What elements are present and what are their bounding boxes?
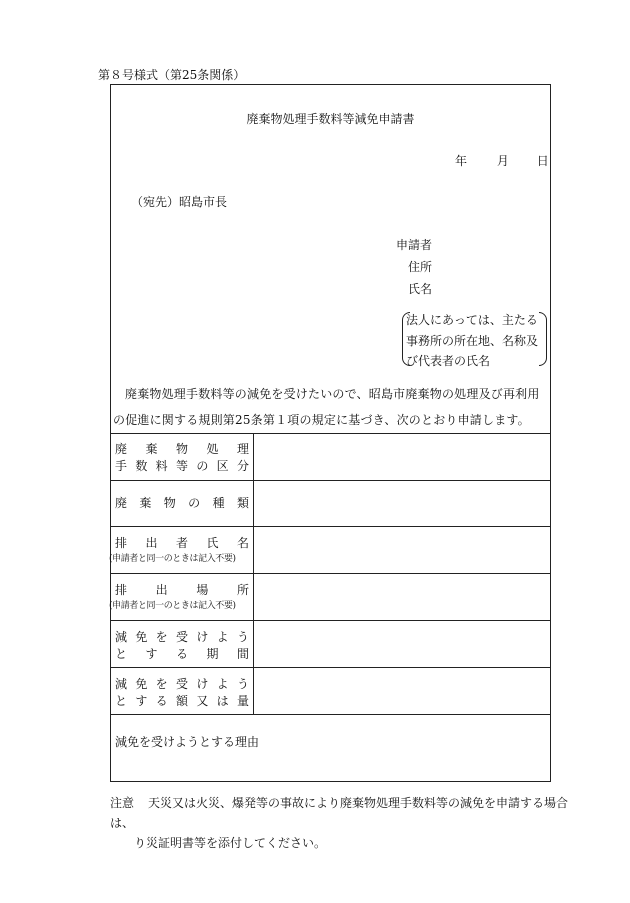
label-char: る <box>155 694 168 708</box>
label-char: 種 <box>212 496 225 510</box>
label-char: は <box>216 694 229 708</box>
corporate-note <box>406 310 540 372</box>
label-char: す <box>135 694 148 708</box>
corporate-note-line: 事務所の所在地、名称及 <box>406 333 539 348</box>
table-row-label <box>115 676 249 710</box>
label-char: う <box>236 677 249 691</box>
row-label-line <box>115 629 249 646</box>
table-row-label <box>109 582 249 614</box>
label-char: 棄 <box>139 496 152 510</box>
row-label-line <box>115 441 249 458</box>
label-char: 間 <box>236 647 249 661</box>
label-char: 出 <box>145 536 158 550</box>
row-label-line <box>115 693 249 710</box>
row-divider <box>110 620 551 621</box>
label-char: 手 <box>115 459 128 473</box>
footnote-lead: 注意 <box>110 796 135 810</box>
label-char: う <box>236 630 249 644</box>
row-label-line <box>115 495 249 512</box>
row-label-line <box>115 676 249 693</box>
note-bracket-right <box>539 312 547 366</box>
label-char: 物 <box>175 442 188 456</box>
label-char: 免 <box>135 677 148 691</box>
row-divider <box>110 573 551 574</box>
table-row-label <box>115 441 249 475</box>
table-row-label <box>115 495 249 512</box>
label-char: 理 <box>236 442 249 456</box>
label-char: 処 <box>206 442 219 456</box>
label-char: 料 <box>155 459 168 473</box>
label-char: け <box>196 677 209 691</box>
row-divider <box>110 714 551 715</box>
label-char: 者 <box>175 536 188 550</box>
label-char: 氏 <box>206 536 219 550</box>
label-char: 所 <box>236 583 249 597</box>
label-char: を <box>155 677 168 691</box>
addressee: （宛先）昭島市長 <box>131 195 228 209</box>
label-char: 場 <box>196 583 209 597</box>
label-char: 減 <box>115 630 128 644</box>
label-char: 額 <box>175 694 188 708</box>
table-row-label <box>109 535 249 567</box>
label-char: 排 <box>115 583 128 597</box>
row-divider <box>110 526 551 527</box>
row-label-line <box>115 458 249 475</box>
row-divider <box>110 480 551 481</box>
document-title: 廃棄物処理手数料等減免申請書 <box>246 112 415 126</box>
corporate-note-line: び代表者の氏名 <box>406 354 491 368</box>
applicant-heading: 申請者 <box>396 238 433 252</box>
label-char: 受 <box>175 677 188 691</box>
label-char: 免 <box>135 630 148 644</box>
label-char: 期 <box>206 647 219 661</box>
label-char: 排 <box>115 536 128 550</box>
label-char: 名 <box>236 536 249 550</box>
label-char: 出 <box>155 583 168 597</box>
footnote <box>110 793 590 853</box>
label-char: の <box>196 459 209 473</box>
form-number-label: 第８号様式（第25条関係） <box>98 68 246 82</box>
label-char: 減 <box>115 677 128 691</box>
label-char: 分 <box>236 459 249 473</box>
date-line <box>455 152 549 169</box>
label-char: と <box>115 647 128 661</box>
table-row-label <box>115 629 249 663</box>
label-char: を <box>155 630 168 644</box>
label-char: け <box>196 630 209 644</box>
applicant-name-label: 氏名 <box>408 282 433 296</box>
label-char: 数 <box>135 459 148 473</box>
label-char: す <box>145 647 158 661</box>
reason-label: 減免を受けようとする理由 <box>115 735 260 749</box>
table-column-divider <box>253 433 254 714</box>
row-label-line <box>115 582 249 599</box>
footnote-line-2: り災証明書等を添付してください。 <box>134 836 327 850</box>
label-char: 廃 <box>115 442 128 456</box>
label-char: る <box>175 647 188 661</box>
application-statement: 廃棄物処理手数料等の減免を受けたいので、昭島市廃棄物の処理及び再利用の促進に関する規則第25条第１項の規定に基づき、次のとおり申請します。 <box>113 387 540 427</box>
footnote-line-1: 天災又は火災、爆発等の事故により廃棄物処理手数料等の減免を申請する場合は、 <box>110 796 569 830</box>
label-char: 廃 <box>115 496 128 510</box>
row-label-line <box>115 646 249 663</box>
row-divider <box>110 667 551 668</box>
label-char: 区 <box>216 459 229 473</box>
label-char: 物 <box>163 496 176 510</box>
label-char: 類 <box>236 496 249 510</box>
date-month-label: 月 <box>496 154 509 168</box>
label-char: 又 <box>196 694 209 708</box>
row-label-line <box>115 535 249 552</box>
label-char: の <box>188 496 201 510</box>
applicant-address-label: 住所 <box>408 260 433 274</box>
date-day-label: 日 <box>536 154 549 168</box>
corporate-note-line: 法人にあっては、主たる <box>406 313 538 327</box>
label-char: 量 <box>236 694 249 708</box>
label-char: 受 <box>175 630 188 644</box>
label-char: よ <box>216 677 229 691</box>
label-char: と <box>115 694 128 708</box>
label-char: 等 <box>175 459 188 473</box>
label-char: よ <box>216 630 229 644</box>
row-note: (申請者と同一のときは記入不要) <box>109 601 236 611</box>
row-note: (申請者と同一のときは記入不要) <box>109 554 236 564</box>
label-char: 棄 <box>145 442 158 456</box>
table-top-border <box>110 433 551 434</box>
date-year-label: 年 <box>455 154 468 168</box>
